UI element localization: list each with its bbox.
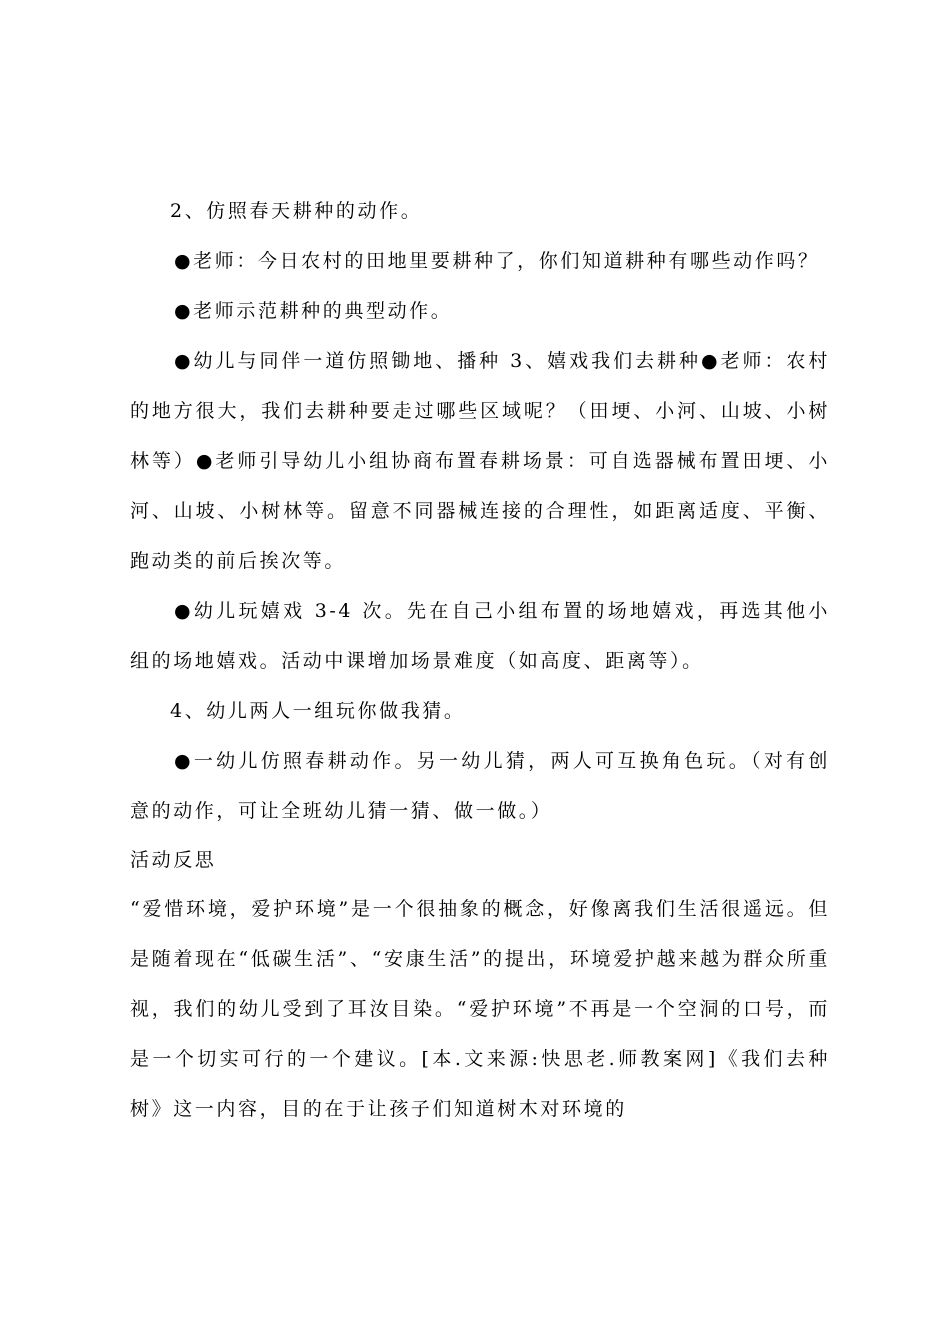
document-body [130, 186, 830, 1134]
children-farming-paragraph: ●幼儿与同伴一道仿照锄地、播种 3、嬉戏我们去耕种●老师：农村的地方很大，我们去耕种要走过哪些区域呢？（田埂、小河、山坡、小树林等）●老师引导幼儿小组协商布置春耕场景：可自选器械布置田埂、小河、山坡、小树林等。留意不同器械连接的合理性，如距离适度、平衡、跑动类的前后挨次等。 [130, 350, 830, 572]
step-4-heading: 4、幼儿两人一组玩你做我猜。 [170, 700, 466, 722]
reflection-paragraph: “爱惜环境，爱护环境”是一个很抽象的概念，好像离我们生活很遥远。但是随着现在“低碳生活”、“安康生活”的提出，环境爱护越来越为群众所重视，我们的幼儿受到了耳汝目染。“爱护环境”不再是一个空洞的口号，而是一个切实可行的一个建议。[本.文来源:快思老.师教案网]《我们去种树》这一内容，目的在于让孩子们知道树木对环境的 [130, 898, 830, 1120]
step-2-heading: 2、仿照春天耕种的动作。 [170, 200, 423, 222]
guess-game-paragraph: ●一幼儿仿照春耕动作。另一幼儿猜，两人可互换角色玩。（对有创意的动作，可让全班幼儿猜一猜、做一做。） [130, 750, 830, 822]
children-play-paragraph: ●幼儿玩嬉戏 3-4 次。先在自己小组布置的场地嬉戏，再选其他小组的场地嬉戏。活动中课增加场景难度（如高度、距离等）。 [130, 600, 830, 672]
teacher-demo-paragraph: ●老师示范耕种的典型动作。 [174, 300, 453, 322]
teacher-question-paragraph: ●老师：今日农村的田地里要耕种了，你们知道耕种有哪些动作吗？ [174, 250, 820, 272]
reflection-heading: 活动反思 [130, 849, 217, 871]
